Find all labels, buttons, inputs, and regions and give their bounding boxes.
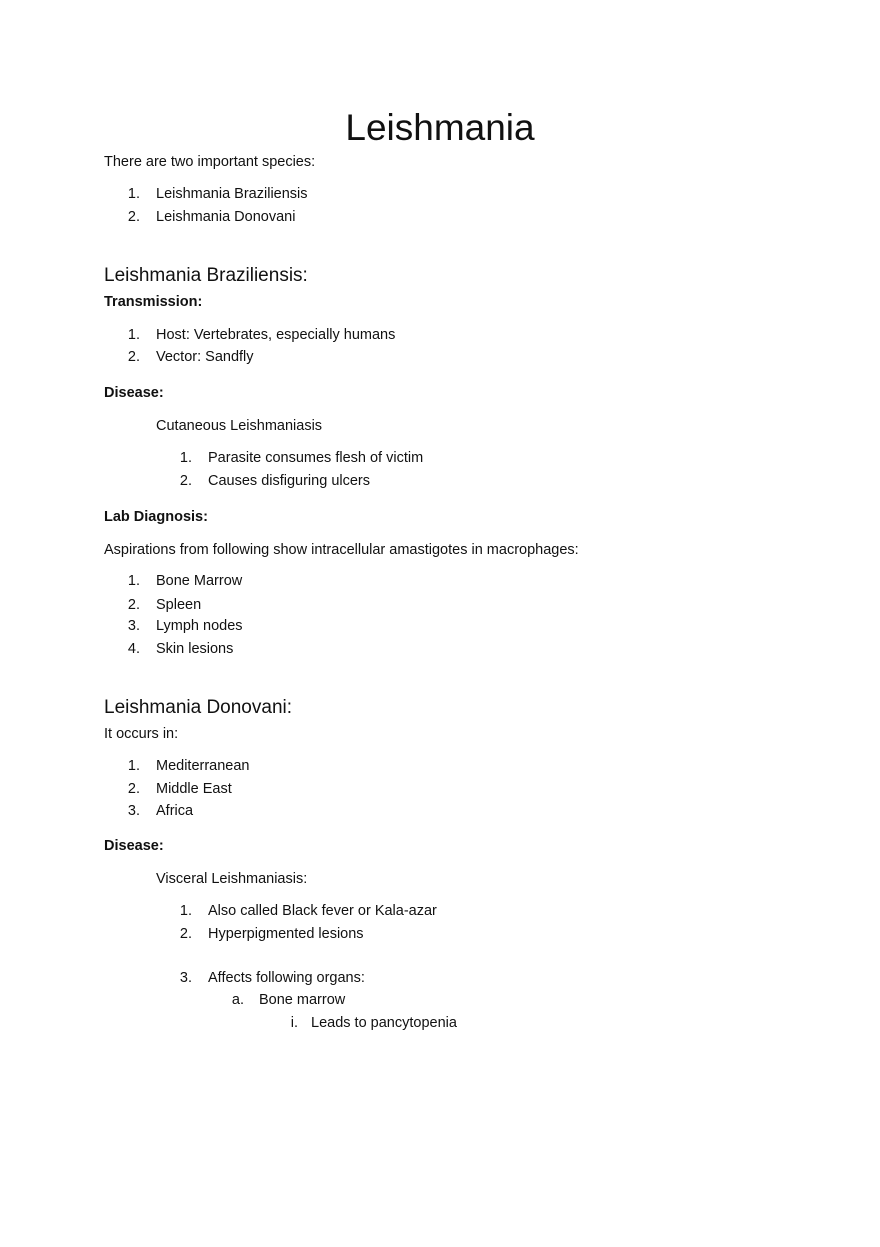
list-item: Host: Vertebrates, especially humans [156,327,396,343]
sublist-item: Bone marrow [259,992,346,1008]
list-item: Leishmania Braziliensis [156,186,308,202]
list-item: Africa [156,803,194,819]
list-number: 2. [127,597,140,613]
lab-diagnosis-label: Lab Diagnosis: [104,509,208,525]
list-item: Causes disfiguring ulcers [208,473,370,489]
list-number: 1. [127,573,140,589]
list-item: Mediterranean [156,758,250,774]
subsublist-roman: i. [290,1015,298,1031]
lab-diagnosis-text: Aspirations from following show intracellular amastigotes in macrophages: [104,542,579,558]
list-number: 4. [127,641,140,657]
list-item: Also called Black fever or Kala-azar [208,903,437,919]
list-number: 2. [127,349,140,365]
list-number: 1. [179,903,192,919]
list-item: Spleen [156,597,202,613]
list-item: Lymph nodes [156,618,243,634]
intro-text: There are two important species: [104,154,316,170]
disease-label: Disease: [104,385,164,401]
list-item: Leishmania Donovani [156,209,296,225]
disease-name: Cutaneous Leishmaniasis [156,418,323,434]
occurs-label: It occurs in: [104,726,179,742]
list-number: 3. [127,803,140,819]
sublist-letter: a. [231,992,244,1008]
page-title: Leishmania [345,107,535,148]
list-item: Vector: Sandfly [156,349,254,365]
list-item: Hyperpigmented lesions [208,926,364,942]
disease-name: Visceral Leishmaniasis: [156,871,308,887]
list-item: Bone Marrow [156,573,243,589]
list-number: 1. [127,758,140,774]
list-number: 2. [127,209,140,225]
list-number: 2. [179,926,192,942]
disease-label: Disease: [104,838,164,854]
list-item: Middle East [156,781,232,797]
section-heading-braziliensis: Leishmania Braziliensis: [104,265,308,286]
list-number: 3. [127,618,140,634]
list-number: 2. [179,473,192,489]
subsublist-item: Leads to pancytopenia [311,1015,457,1031]
transmission-label: Transmission: [104,294,203,310]
list-item: Skin lesions [156,641,234,657]
list-item: Parasite consumes flesh of victim [208,450,424,466]
section-heading-donovani: Leishmania Donovani: [104,697,293,718]
list-item: Affects following organs: [208,970,365,986]
list-number: 3. [179,970,192,986]
list-number: 2. [127,781,140,797]
list-number: 1. [179,450,192,466]
list-number: 1. [127,327,140,343]
list-number: 1. [127,186,140,202]
